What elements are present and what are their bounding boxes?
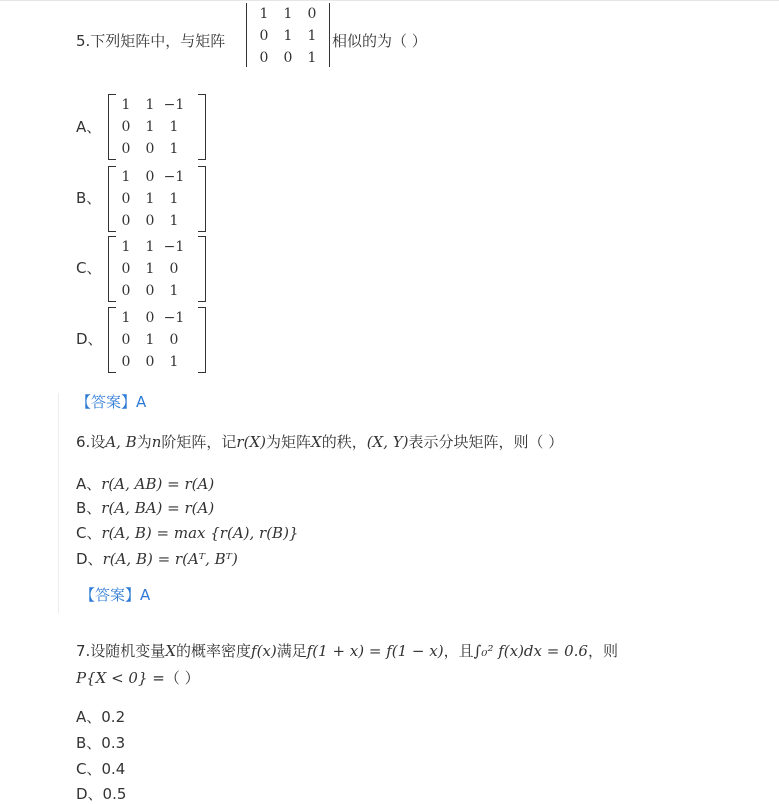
q7-math: P{X < 0}: [76, 669, 148, 687]
matrix-entry: −1: [163, 239, 185, 255]
q6-text: 的秩，: [321, 433, 367, 451]
q7-option-a[interactable]: A、0.2: [76, 708, 126, 726]
q6-text: 阶矩阵，记: [161, 433, 237, 451]
q7-option-d[interactable]: D、0.5: [76, 785, 127, 803]
matrix-entry: 0: [145, 310, 155, 326]
q6-option-b[interactable]: [76, 498, 214, 518]
matrix-entry: 0: [121, 191, 131, 207]
q6-option-b-label: B、: [76, 499, 102, 517]
matrix-entry: 0: [145, 283, 155, 299]
q5-option-d-matrix[interactable]: [108, 307, 206, 373]
q5-option-c-matrix[interactable]: [108, 236, 206, 302]
matrix-entry: 0: [259, 28, 269, 44]
q5-option-a-matrix[interactable]: [108, 94, 206, 160]
matrix-entry: 1: [121, 239, 131, 255]
matrix-entry: 0: [121, 354, 131, 370]
matrix-entry: 0: [169, 332, 179, 348]
q6-math: X: [311, 433, 322, 451]
q6-option-c[interactable]: [76, 523, 298, 543]
q6-option-d[interactable]: [76, 549, 238, 569]
matrix-entry: 1: [169, 213, 179, 229]
matrix-entry: 0: [121, 332, 131, 348]
matrix-entry: 1: [145, 239, 155, 255]
q6-math: r(X): [236, 433, 266, 451]
q6-text: 为矩阵: [265, 433, 311, 451]
matrix-entry: 1: [145, 97, 155, 113]
matrix-entry: 0: [121, 283, 131, 299]
q6-answer: 【答案】A: [80, 586, 151, 604]
q7-text: 的概率密度: [176, 642, 252, 660]
matrix-entry: 1: [121, 310, 131, 326]
matrix-entry: 1: [145, 191, 155, 207]
matrix-entry: 0: [145, 354, 155, 370]
q7-stem-line2: [76, 668, 200, 688]
q6-option-c-expr: r(A, B) = max {r(A), r(B)}: [101, 524, 299, 542]
q6-option-c-label: C、: [76, 524, 102, 542]
matrix-entry: 0: [145, 213, 155, 229]
matrix-entry: 1: [283, 28, 293, 44]
matrix-entry: −1: [163, 169, 185, 185]
matrix-entry: 0: [145, 169, 155, 185]
matrix-entry: 0: [259, 50, 269, 66]
matrix-entry: 1: [169, 191, 179, 207]
q5-stem-suffix: 相似的为（ ）: [332, 32, 427, 50]
q6-option-a-label: A、: [76, 475, 102, 493]
matrix-entry: 1: [307, 28, 317, 44]
q7-math: f(x): [251, 642, 277, 660]
q6-math: n: [151, 433, 162, 451]
q5-stem-prefix: 5.下列矩阵中，与矩阵: [76, 32, 226, 50]
q5-option-d-label[interactable]: D、: [76, 330, 103, 348]
q7-text: 7.设随机变量: [76, 642, 166, 660]
matrix-entry: 0: [121, 213, 131, 229]
q6-text: 表示分块矩阵，则（ ）: [408, 433, 564, 451]
matrix-entry: 1: [145, 332, 155, 348]
matrix-entry: 1: [169, 283, 179, 299]
matrix-entry: 0: [169, 261, 179, 277]
q5-option-b-matrix[interactable]: [108, 166, 206, 232]
matrix-entry: −1: [163, 310, 185, 326]
q5-option-a-label[interactable]: A、: [76, 118, 102, 136]
matrix-entry: 0: [121, 119, 131, 135]
matrix-entry: 0: [283, 50, 293, 66]
q7-option-c[interactable]: C、0.4: [76, 760, 126, 778]
matrix-entry: 1: [259, 6, 269, 22]
q5-given-matrix: [246, 3, 330, 69]
matrix-entry: −1: [163, 97, 185, 113]
matrix-entry: 1: [145, 119, 155, 135]
matrix-entry: 1: [121, 169, 131, 185]
q6-text: 为: [136, 433, 152, 451]
q6-text: 6.设: [76, 433, 106, 451]
q7-stem-line1: [76, 641, 618, 661]
q7-text: ，且: [443, 642, 474, 660]
left-margin-rule: [58, 393, 59, 613]
matrix-entry: 1: [169, 354, 179, 370]
matrix-entry: 1: [307, 50, 317, 66]
q7-text: ，则: [587, 642, 618, 660]
q5-answer: 【答案】A: [76, 393, 147, 411]
q6-math: A, B: [105, 433, 137, 451]
matrix-entry: 0: [121, 141, 131, 157]
matrix-entry: 1: [169, 119, 179, 135]
matrix-entry: 0: [121, 261, 131, 277]
q6-option-d-expr: r(A, B) = r(Aᵀ, Bᵀ): [102, 550, 238, 568]
q7-option-b[interactable]: B、0.3: [76, 734, 126, 752]
q7-text: =（ ）: [147, 669, 200, 687]
matrix-entry: 1: [169, 141, 179, 157]
matrix-entry: 1: [145, 261, 155, 277]
q7-math: ∫₀² f(x)dx = 0.6: [473, 642, 588, 660]
q6-math: (X, Y): [366, 433, 409, 451]
matrix-entry: 1: [121, 97, 131, 113]
matrix-entry: 0: [307, 6, 317, 22]
q7-text: 满足: [276, 642, 307, 660]
q7-math: f(1 + x) = f(1 − x): [306, 642, 444, 660]
q6-option-a-expr: r(A, AB) = r(A): [101, 475, 215, 493]
q7-math: X: [165, 642, 176, 660]
q6-stem: [76, 432, 563, 452]
q5-option-c-label[interactable]: C、: [76, 259, 102, 277]
q6-option-d-label: D、: [76, 550, 103, 568]
q6-option-b-expr: r(A, BA) = r(A): [101, 499, 215, 517]
matrix-entry: 1: [283, 6, 293, 22]
q5-option-b-label[interactable]: B、: [76, 189, 102, 207]
q6-option-a[interactable]: [76, 474, 214, 494]
top-divider: [0, 0, 779, 1]
matrix-entry: 0: [145, 141, 155, 157]
